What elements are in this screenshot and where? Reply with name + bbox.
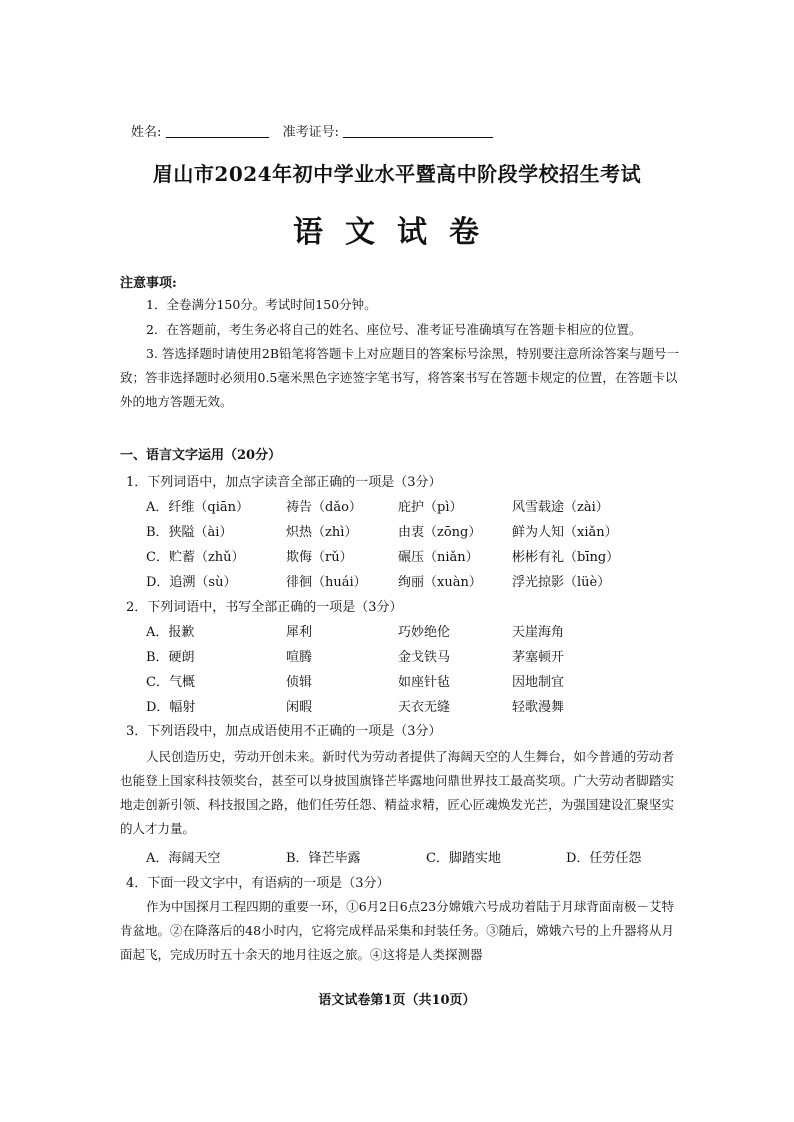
option-cell: B．狭隘（ài）	[146, 525, 233, 540]
exam-title: 眉山市2024年初中学业水平暨高中阶段学校招生考试	[152, 162, 642, 186]
option-cell: D．追溯（sù）	[146, 575, 237, 590]
option-cell: 闲暇	[286, 700, 313, 715]
name-blank	[166, 124, 269, 138]
option-cell: 徘徊（huái）	[286, 575, 367, 590]
page-footer: 语文试卷第1页（共10页）	[318, 993, 476, 1008]
question-3-stem: 3．下列语段中，加点成语使用不正确的一项是（3分）	[126, 724, 442, 739]
option-cell: 浮光掠影（lüè）	[512, 575, 611, 590]
id-blank	[343, 124, 493, 138]
q1-option-row	[146, 496, 666, 516]
option-cell: 如座针毡	[398, 675, 451, 690]
option-cell: 侦辑	[286, 675, 313, 690]
option-cell: 绚丽（xuàn）	[398, 575, 482, 590]
q2-option-row	[146, 621, 666, 641]
option-cell: 巧妙绝伦	[398, 625, 451, 640]
q2-option-row	[146, 696, 666, 716]
option-cell: 茅塞顿开	[512, 650, 565, 665]
answer-option: D．任劳任怨	[566, 851, 642, 866]
option-cell: 天衣无缝	[398, 700, 451, 715]
id-label: 准考证号:	[282, 125, 340, 140]
option-cell: 碾压（niǎn）	[398, 550, 479, 565]
subject-title: 语文试卷	[293, 215, 501, 250]
notice-item: 3. 答选择题时请使用2B铅笔将答题卡上对应题目的答案标号涂黑，特别要注意所涂答案与题号一致；答非选择题时必须用0.5毫米黑色字迹签字笔书写，将答案书写在答题卡规定的位置，在答题卡以外的地方答题无效。	[120, 346, 680, 409]
option-cell: 喧腾	[286, 650, 313, 665]
option-cell: 犀利	[286, 625, 313, 640]
option-cell: A．纤维（qiān）	[146, 500, 249, 515]
name-label: 姓名:	[131, 125, 162, 140]
answer-option: B．锋芒毕露	[286, 851, 361, 866]
option-cell: 彬彬有礼（bīng）	[512, 550, 620, 565]
question-3-passage: 人民创造历史，劳动开创未来。新时代为劳动者提供了海阔天空的人生舞台，如今普通的劳动者也能登上国家科技领奖台，甚至可以身披国旗锋芒毕露地问鼎世界技工最高奖项。广大劳动者脚踏实地走创新引领、科技报国之路，他们任劳任怨、精益求精，匠心匠魂焕发光芒，为强国建设汇聚坚实的人才力量。	[120, 749, 674, 836]
option-cell: 鲜为人知（xiǎn）	[512, 525, 618, 540]
option-cell: A．报歉	[146, 625, 195, 640]
option-cell: 轻歌漫舞	[512, 700, 565, 715]
option-cell: 由衷（zōng）	[398, 525, 482, 540]
question-4-stem: 4．下面一段文字中，有语病的一项是（3分）	[126, 876, 390, 891]
option-cell: D．幅射	[146, 700, 196, 715]
name-id-line	[131, 121, 493, 140]
notice-item: 2．在答题前，考生务必将自己的姓名、座位号、准考证号准确填写在答题卡相应的位置。	[146, 322, 642, 337]
option-cell: 风雪载途（zài）	[512, 500, 609, 515]
option-cell: 祷告（dǎo）	[286, 500, 362, 515]
question-4-passage: 作为中国探月工程四期的重要一环，①6月2日6点23分嫦娥六号成功着陆于月球背面南极－艾特肯盆地。②在降落后的48小时内，它将完成样品采集和封装任务。③随后，嫦娥六号的上升器将从月面起飞，完成历时五十余天的地月往返之旅。④这将是人类探测器	[120, 899, 674, 962]
question-1-stem: 1．下列词语中，加点字读音全部正确的一项是（3分）	[126, 475, 442, 490]
q1-option-row	[146, 521, 666, 541]
option-cell: 庇护（pì）	[398, 500, 463, 515]
option-cell: 因地制宜	[512, 675, 565, 690]
question-2-stem: 2．下列词语中，书写全部正确的一项是（3分）	[126, 600, 403, 615]
option-cell: 天崖海角	[512, 625, 565, 640]
notice-heading: 注意事项:	[120, 276, 177, 291]
q2-option-row	[146, 671, 666, 691]
section-heading: 一、语言文字运用（20分）	[120, 448, 282, 463]
option-cell: C．贮蓄（zhǔ）	[146, 550, 245, 565]
option-cell: 炽热（zhì）	[286, 525, 358, 540]
q3-answer-row	[146, 847, 686, 867]
option-cell: C．气概	[146, 675, 195, 690]
option-cell: 欺侮（rǔ）	[286, 550, 353, 565]
q1-option-row	[146, 546, 666, 566]
answer-option: C．脚踏实地	[426, 851, 501, 866]
q1-option-row	[146, 571, 666, 591]
notice-item: 1．全卷满分150分。考试时间150分钟。	[146, 297, 377, 312]
q2-option-row	[146, 646, 666, 666]
answer-option: A．海阔天空	[146, 851, 221, 866]
option-cell: 金戈铁马	[398, 650, 451, 665]
option-cell: B．硬朗	[146, 650, 195, 665]
